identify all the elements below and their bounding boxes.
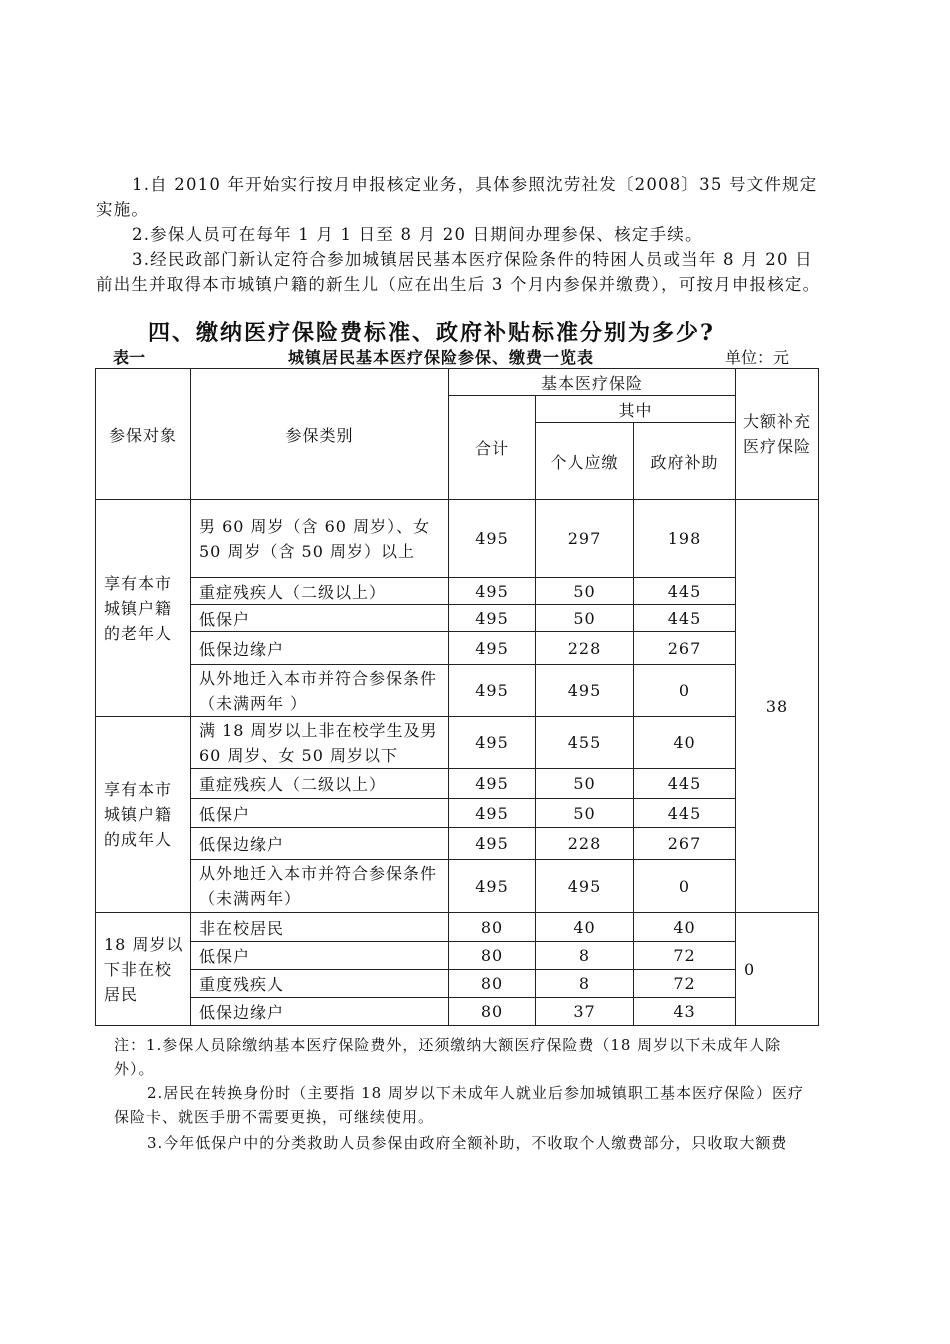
row-category: 重症残疾人（二级以上） [191,769,449,799]
row-total: 495 [449,769,536,799]
header-object: 参保对象 [96,369,191,500]
row-subsidy: 72 [634,942,736,970]
supplement-adult: 38 [736,500,819,913]
group-object-elderly: 享有本市城镇户籍的老年人 [96,500,191,717]
row-personal: 8 [536,942,634,970]
note-1: 注：1.参保人员除缴纳基本医疗保险费外，还须缴纳大额医疗保险费（18 周岁以下未成年人除外）。 [114,1036,782,1078]
intro-paragraph-1: 1.自 2010 年开始实行按月申报核定业务，具体参照沈劳社发〔2008〕35 号文件规定实施。 [96,175,818,219]
row-category: 低保户 [191,799,449,828]
header-basic-insurance: 基本医疗保险 [449,369,736,396]
row-subsidy: 40 [634,717,736,769]
row-personal: 50 [536,799,634,828]
row-total: 495 [449,717,536,769]
table-unit: 单位：元 [725,348,790,367]
row-subsidy: 0 [634,860,736,913]
group-object-adult: 享有本市城镇户籍的成年人 [96,717,191,913]
header-supplement: 大额补充医疗保险 [736,369,819,500]
row-personal: 37 [536,998,634,1026]
header-of-which: 其中 [536,396,736,423]
row-subsidy: 445 [634,799,736,828]
intro-paragraph-2: 2.参保人员可在每年 1 月 1 日至 8 月 20 日期间办理参保、核定手续。 [132,225,703,244]
row-category: 非在校居民 [191,913,449,942]
intro-paragraph-3: 3.经民政部门新认定符合参加城镇居民基本医疗保险条件的特困人员或当年 8 月 20 日前出生并取得本市城镇户籍的新生儿（应在出生后 3 个月内参保并缴费），可按月申报核定。 [96,250,821,294]
row-subsidy: 445 [634,578,736,605]
row-total: 80 [449,913,536,942]
row-category: 从外地迁入本市并符合参保条件（未满两年 ） [191,665,449,717]
row-personal: 228 [536,632,634,665]
row-personal: 50 [536,578,634,605]
supplement-minor: 0 [736,913,819,1026]
header-category: 参保类别 [191,369,449,500]
row-category: 低保边缘户 [191,998,449,1026]
fee-table [95,368,819,1026]
row-category: 从外地迁入本市并符合参保条件（未满两年） [191,860,449,913]
row-subsidy: 0 [634,665,736,717]
row-total: 80 [449,998,536,1026]
row-subsidy: 267 [634,632,736,665]
row-personal: 40 [536,913,634,942]
row-subsidy: 72 [634,970,736,998]
section-heading: 四、缴纳医疗保险费标准、政府补贴标准分别为多少? [148,320,715,346]
row-subsidy: 198 [634,500,736,578]
row-category: 重度残疾人 [191,970,449,998]
group-object-minor: 18 周岁以下非在校居民 [96,913,191,1026]
row-total: 495 [449,578,536,605]
row-total: 495 [449,799,536,828]
row-subsidy: 445 [634,605,736,632]
note-2: 2.居民在转换身份时（主要指 18 周岁以下未成年人就业后参加城镇职工基本医疗保险）医疗保险卡、就医手册不需要更换，可继续使用。 [114,1084,804,1126]
row-personal: 455 [536,717,634,769]
row-category: 满 18 周岁以上非在校学生及男 60 周岁、女 50 周岁以下 [191,717,449,769]
row-total: 495 [449,632,536,665]
row-personal: 228 [536,828,634,860]
header-personal: 个人应缴 [536,423,634,500]
row-subsidy: 445 [634,769,736,799]
row-subsidy: 40 [634,913,736,942]
row-category: 低保户 [191,605,449,632]
note-3: 3.今年低保户中的分类救助人员参保由政府全额补助，不收取个人缴费部分，只收取大额费 [147,1134,788,1152]
row-personal: 495 [536,860,634,913]
row-personal: 297 [536,500,634,578]
row-personal: 495 [536,665,634,717]
table-title: 城镇居民基本医疗保险参保、缴费一览表 [288,348,595,367]
row-category: 低保边缘户 [191,632,449,665]
row-total: 495 [449,500,536,578]
row-category: 低保边缘户 [191,828,449,860]
row-total: 495 [449,828,536,860]
header-subsidy: 政府补助 [634,423,736,500]
row-total: 495 [449,860,536,913]
row-subsidy: 267 [634,828,736,860]
table-label: 表一 [113,348,146,367]
row-total: 495 [449,665,536,717]
row-category: 男 60 周岁（含 60 周岁）、女 50 周岁（含 50 周岁）以上 [191,500,449,578]
row-subsidy: 43 [634,998,736,1026]
row-category: 重症残疾人（二级以上） [191,578,449,605]
row-total: 80 [449,942,536,970]
row-personal: 8 [536,970,634,998]
row-category: 低保户 [191,942,449,970]
header-total: 合计 [449,396,536,500]
row-total: 495 [449,605,536,632]
row-personal: 50 [536,605,634,632]
row-total: 80 [449,970,536,998]
row-personal: 50 [536,769,634,799]
